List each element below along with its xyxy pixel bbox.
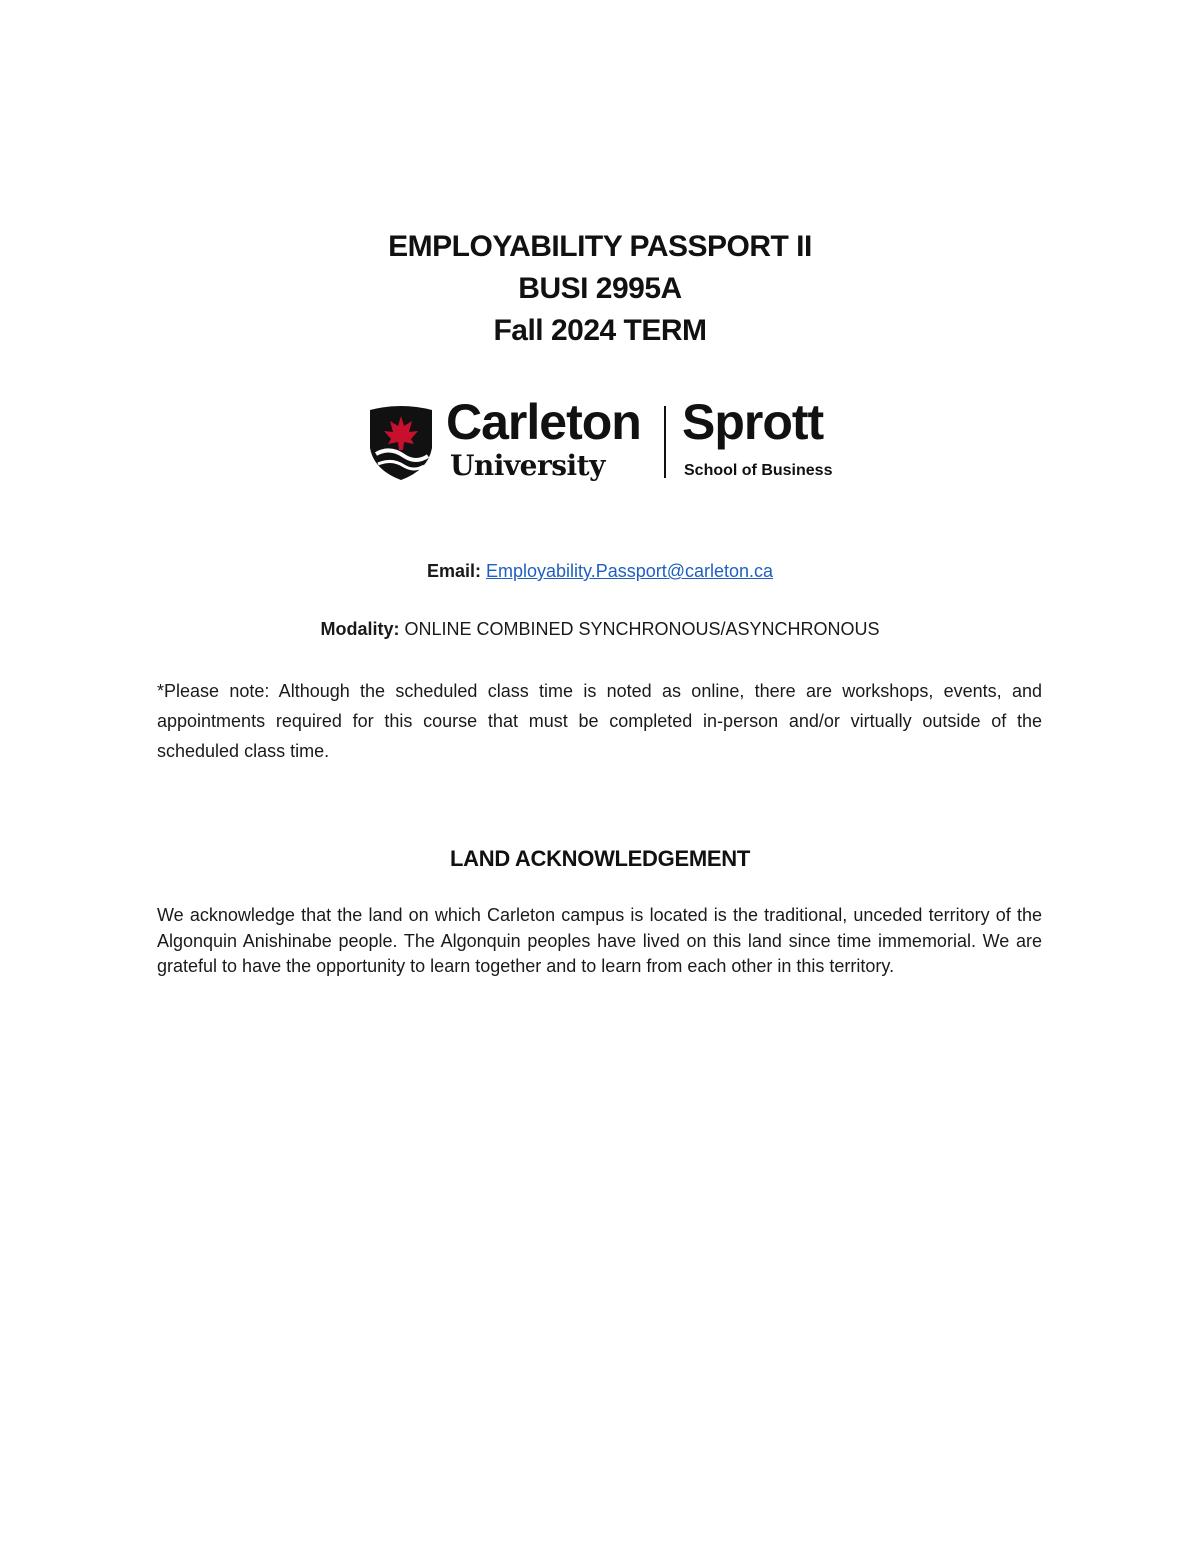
school-name: Sprott bbox=[682, 394, 824, 450]
modality-value: ONLINE COMBINED SYNCHRONOUS/ASYNCHRONOUS bbox=[404, 619, 880, 639]
email-label: Email: bbox=[426, 561, 481, 581]
logo-divider bbox=[664, 406, 666, 478]
schedule-note: *Please note: Although the scheduled class time is noted as online, there are workshops, events, and appointments required for this course that must be completed in-person and/or virtually outside of the scheduled class time. bbox=[157, 681, 1042, 761]
course-name: EMPLOYABILITY PASSPORT II bbox=[388, 230, 812, 263]
land-acknowledgement-heading: LAND ACKNOWLEDGEMENT bbox=[450, 846, 750, 871]
university-subtitle: University bbox=[450, 449, 605, 482]
email-link[interactable]: Employability.Passport@carleton.ca bbox=[485, 561, 774, 581]
university-name: Carleton bbox=[446, 394, 641, 450]
modality-line bbox=[0, 619, 1200, 640]
course-code: BUSI 2995A bbox=[518, 272, 682, 305]
modality-label: Modality: bbox=[320, 619, 400, 639]
course-term: Fall 2024 TERM bbox=[493, 314, 707, 347]
email-line bbox=[0, 561, 1200, 582]
carleton-sprott-logo bbox=[368, 394, 838, 484]
school-subtitle: School of Business bbox=[684, 462, 833, 479]
document-title bbox=[0, 226, 1200, 352]
land-acknowledgement-text: We acknowledge that the land on which Carleton campus is located is the traditional, unceded territory of the Algonquin Anishinabe people. The Algonquin peoples have lived on this land since time immemorial. We are grateful to have the opportunity to learn together and to learn from each other in this territory. bbox=[157, 905, 1042, 976]
carleton-crest-icon bbox=[368, 404, 434, 482]
